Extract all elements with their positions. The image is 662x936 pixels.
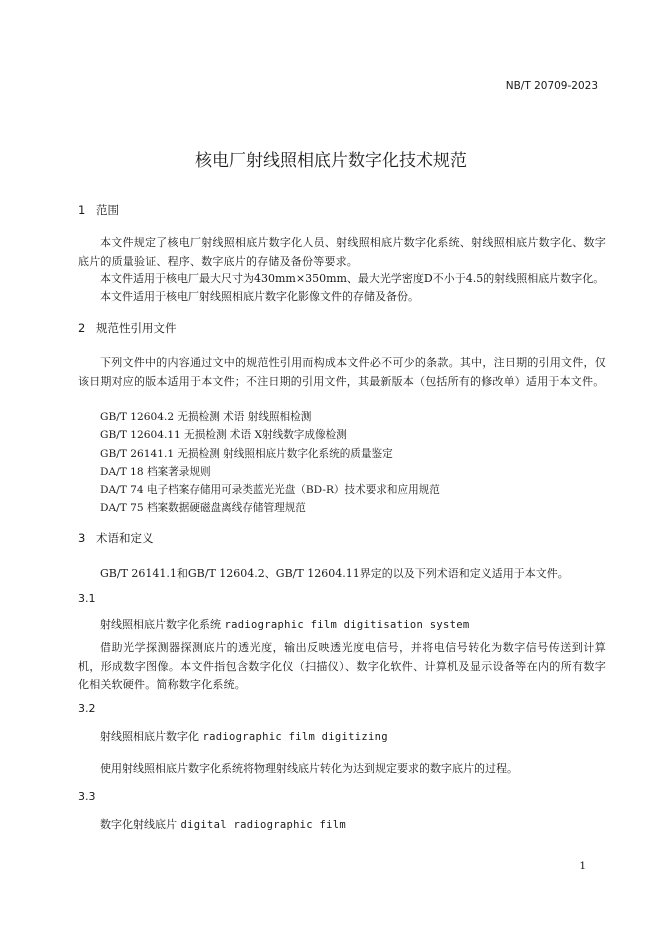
- section-title: 范围: [96, 203, 119, 217]
- term-heading-3-1: [100, 616, 470, 632]
- scope-paragraph-1: 本文件规定了核电厂射线照相底片数字化人员、射线照相底片数字化系统、射线照相底片数字化、数字底片的质量验证、程序、数字底片的存储及备份等要求。: [78, 236, 606, 268]
- reference-item: DA/T 18 档案著录规则: [100, 465, 211, 478]
- term-definition-3-2: 使用射线照相底片数字化系统将物理射线底片转化为达到规定要求的数字底片的过程。: [100, 762, 518, 775]
- reference-item: GB/T 12604.2 无损检测 术语 射线照相检测: [100, 411, 312, 423]
- section-title: 规范性引用文件: [96, 321, 177, 335]
- term-name-en: digital radiographic film: [180, 819, 347, 831]
- term-heading-3-3: [100, 816, 346, 832]
- term-name-en: radiographic film digitizing: [202, 731, 388, 743]
- term-number-3-3: 3.3: [78, 790, 96, 803]
- term-name-en: radiographic film digitisation system: [224, 619, 470, 631]
- section-title: 术语和定义: [96, 531, 154, 545]
- page-number: 1: [579, 860, 586, 872]
- references-intro: 下列文件中的内容通过文中的规范性引用而构成本文件必不可少的条款。其中，注日期的引用文件，仅该日期对应的版本适用于本文件；不注日期的引用文件，其最新版本（包括所有的修改单）适用于本文件。: [78, 356, 606, 388]
- section-1-heading: [78, 202, 119, 218]
- reference-item: GB/T 12604.11 无损检测 术语 X射线数字成像检测: [100, 429, 347, 442]
- section-number: 1: [78, 203, 86, 217]
- terms-intro: GB/T 26141.1和GB/T 12604.2、GB/T 12604.11界定的以及下列术语和定义适用于本文件。: [100, 567, 569, 580]
- standard-code: NB/T 20709-2023: [505, 80, 598, 92]
- scope-paragraph-3: 本文件适用于核电厂射线照相底片数字化影像文件的存储及备份。: [100, 290, 419, 303]
- reference-item: DA/T 74 电子档案存储用可录类蓝光光盘（BD-R）技术要求和应用规范: [100, 484, 440, 497]
- section-number: 2: [78, 321, 86, 335]
- term-name-zh: 射线照相底片数字化: [100, 730, 199, 743]
- document-title: 核电厂射线照相底片数字化技术规范: [195, 151, 467, 171]
- reference-item: GB/T 26141.1 无损检测 射线照相底片数字化系统的质量鉴定: [100, 447, 393, 460]
- section-3-heading: [78, 530, 154, 546]
- scope-paragraph-2: 本文件适用于核电厂最大尺寸为430mm×350mm、最大光学密度D不小于4.5的射线照相底片数字化。: [100, 272, 605, 285]
- reference-list: [100, 408, 440, 518]
- reference-item: DA/T 75 档案数据硬磁盘离线存储管理规范: [100, 502, 306, 515]
- term-number-3-2: 3.2: [78, 702, 96, 715]
- section-2-heading: [78, 320, 177, 336]
- term-heading-3-2: [100, 728, 388, 744]
- section-number: 3: [78, 531, 86, 545]
- term-name-zh: 数字化射线底片: [100, 818, 177, 831]
- term-definition-3-1: 借助光学探测器探测底片的透光度，输出反映透光度电信号，并将电信号转化为数字信号传送到计算机，形成数字图像。本文件指包含数字化仪（扫描仪）、数字化软件、计算机及显示设备等在内的所有数字化相关软硬件。简称数字化系统。: [78, 641, 606, 691]
- term-number-3-1: 3.1: [78, 592, 96, 605]
- term-name-zh: 射线照相底片数字化系统: [100, 618, 221, 631]
